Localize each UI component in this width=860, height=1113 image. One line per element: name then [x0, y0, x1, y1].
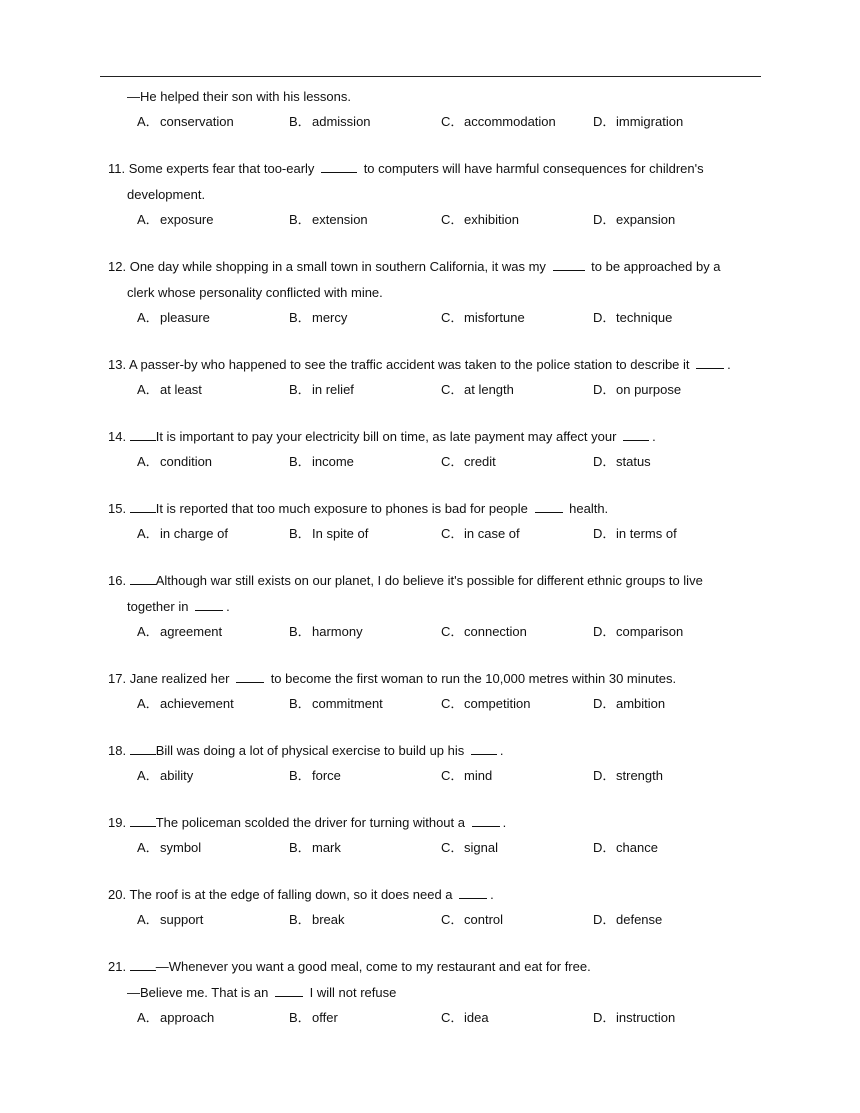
question-text: 15. It is reported that too much exposure to phones is bad for people health.	[108, 496, 763, 522]
option-b[interactable]: B．In spite of	[289, 526, 369, 541]
option-b[interactable]: B．income	[289, 454, 354, 469]
answer-blank	[623, 428, 649, 441]
question-text: 20. The roof is at the edge of falling down, so it does need a .	[108, 882, 763, 908]
option-a[interactable]: A．ability	[137, 768, 194, 783]
options-row	[108, 378, 763, 402]
answer-blank-lead	[130, 428, 156, 441]
answer-blank-lead	[130, 742, 156, 755]
option-b[interactable]: B．extension	[289, 212, 368, 227]
question-text: 11. Some experts fear that too-early to computers will have harmful consequences for children's	[108, 156, 763, 182]
option-b[interactable]: B．mark	[289, 840, 341, 855]
option-c[interactable]: C．control	[441, 912, 504, 927]
question-19	[108, 810, 763, 860]
question-number: 20.	[108, 887, 127, 902]
answer-blank	[696, 356, 724, 369]
option-b[interactable]: B．commitment	[289, 696, 383, 711]
question-number: 11.	[108, 161, 126, 176]
options-row	[108, 522, 763, 546]
option-d[interactable]: D．ambition	[593, 696, 666, 711]
answer-blank-lead	[130, 958, 156, 971]
question-text: 17. Jane realized her to become the first woman to run the 10,000 metres within 30 minutes.	[108, 666, 763, 692]
options-row	[108, 208, 763, 232]
option-a[interactable]: A．condition	[137, 454, 213, 469]
option-c[interactable]: C．credit	[441, 454, 496, 469]
option-d[interactable]: D．technique	[593, 310, 673, 325]
option-a[interactable]: A．achievement	[137, 696, 234, 711]
option-a[interactable]: A．pleasure	[137, 310, 210, 325]
options-row	[108, 764, 763, 788]
option-b[interactable]: B．admission	[289, 114, 371, 129]
option-a[interactable]: A．in charge of	[137, 526, 228, 541]
question-18	[108, 738, 763, 788]
option-c[interactable]: C．accommodation	[441, 114, 556, 129]
option-b[interactable]: B．offer	[289, 1010, 338, 1025]
question-text: 18. Bill was doing a lot of physical exercise to build up his .	[108, 738, 763, 764]
option-c[interactable]: C．idea	[441, 1010, 489, 1025]
answer-blank	[535, 500, 563, 513]
option-b[interactable]: B．force	[289, 768, 341, 783]
question-number: 19.	[108, 815, 127, 830]
question-number: 21.	[108, 959, 127, 974]
option-a[interactable]: A．support	[137, 912, 204, 927]
question-17	[108, 666, 763, 716]
question-text: 14. It is important to pay your electricity bill on time, as late payment may affect your .	[108, 424, 763, 450]
answer-blank	[471, 742, 497, 755]
question-12	[108, 254, 763, 330]
option-d[interactable]: D．strength	[593, 768, 663, 783]
question-text-line2: development.	[127, 187, 206, 202]
question-text: 16. Although war still exists on our planet, I do believe it's possible for different ethnic groups to live	[108, 568, 763, 594]
option-d[interactable]: D．chance	[593, 840, 658, 855]
question-21	[108, 954, 763, 1030]
answer-blank	[321, 160, 357, 173]
answer-blank	[472, 814, 500, 827]
answer-blank	[553, 258, 585, 271]
option-a[interactable]: A．exposure	[137, 212, 214, 227]
options-row	[108, 1006, 763, 1030]
question-number: 16.	[108, 573, 127, 588]
answer-blank	[195, 598, 223, 611]
options-row	[108, 836, 763, 860]
question-number: 13.	[108, 357, 127, 372]
answer-blank	[236, 670, 264, 683]
question-10-continuation	[108, 84, 763, 134]
option-d[interactable]: D．comparison	[593, 624, 684, 639]
question-16	[108, 568, 763, 644]
answer-blank	[275, 984, 303, 997]
question-11	[108, 156, 763, 232]
question-15	[108, 496, 763, 546]
option-c[interactable]: C．connection	[441, 624, 527, 639]
option-c[interactable]: C．signal	[441, 840, 498, 855]
header-rule	[100, 76, 761, 77]
option-c[interactable]: C．competition	[441, 696, 531, 711]
question-13	[108, 352, 763, 402]
option-c[interactable]: C．exhibition	[441, 212, 519, 227]
options-row	[108, 692, 763, 716]
option-d[interactable]: D．instruction	[593, 1010, 676, 1025]
option-a[interactable]: A．symbol	[137, 840, 202, 855]
answer-blank	[459, 886, 487, 899]
question-20	[108, 882, 763, 932]
question-text: 13. A passer-by who happened to see the traffic accident was taken to the police station to describe it .	[108, 352, 763, 378]
question-text-line2: —Believe me. That is an I will not refuse	[127, 985, 397, 1000]
options-row	[108, 110, 763, 134]
question-number: 12.	[108, 259, 127, 274]
option-c[interactable]: C．mind	[441, 768, 493, 783]
option-d[interactable]: D．on purpose	[593, 382, 682, 397]
question-14	[108, 424, 763, 474]
question-number: 15.	[108, 501, 127, 516]
answer-blank-lead	[130, 572, 156, 585]
option-d[interactable]: D．expansion	[593, 212, 676, 227]
question-number: 14.	[108, 429, 127, 444]
option-c[interactable]: C．in case of	[441, 526, 520, 541]
question-text-line2: together in .	[127, 599, 230, 614]
question-text: 21. —Whenever you want a good meal, come to my restaurant and eat for free.	[108, 954, 763, 980]
option-b[interactable]: B．break	[289, 912, 345, 927]
question-list	[108, 84, 763, 1052]
question-text-line2: clerk whose personality conflicted with mine.	[127, 285, 383, 300]
answer-blank-lead	[130, 814, 156, 827]
option-d[interactable]: D．status	[593, 454, 651, 469]
option-d[interactable]: D．in terms of	[593, 526, 677, 541]
options-row	[108, 450, 763, 474]
option-b[interactable]: B．mercy	[289, 310, 348, 325]
option-b[interactable]: B．harmony	[289, 624, 363, 639]
option-a[interactable]: A．at least	[137, 382, 202, 397]
question-text: 12. One day while shopping in a small town in southern California, it was my to be approached by a	[108, 254, 763, 280]
option-d[interactable]: D．immigration	[593, 114, 684, 129]
question-number: 18.	[108, 743, 127, 758]
options-row	[108, 306, 763, 330]
option-a[interactable]: A．approach	[137, 1010, 215, 1025]
question-text: —He helped their son with his lessons.	[127, 89, 352, 104]
option-d[interactable]: D．defense	[593, 912, 663, 927]
option-c[interactable]: C．misfortune	[441, 310, 525, 325]
option-b[interactable]: B．in relief	[289, 382, 354, 397]
options-row	[108, 908, 763, 932]
question-text: 19. The policeman scolded the driver for turning without a .	[108, 810, 763, 836]
option-c[interactable]: C．at length	[441, 382, 514, 397]
answer-blank-lead	[130, 500, 156, 513]
question-number: 17.	[108, 671, 127, 686]
option-a[interactable]: A．conservation	[137, 114, 234, 129]
option-a[interactable]: A．agreement	[137, 624, 223, 639]
options-row	[108, 620, 763, 644]
